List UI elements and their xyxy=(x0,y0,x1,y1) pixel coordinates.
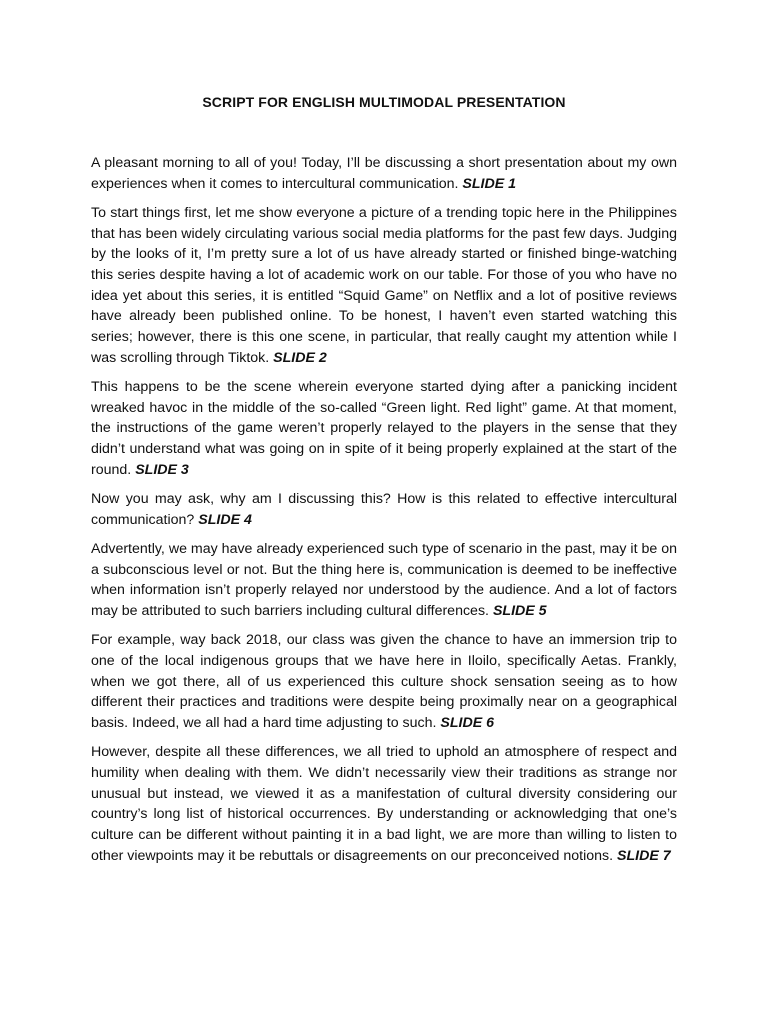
slide-marker: SLIDE 2 xyxy=(273,349,327,366)
slide-marker: SLIDE 3 xyxy=(135,461,189,478)
paragraph-5 xyxy=(91,539,677,622)
paragraph-4 xyxy=(91,489,677,530)
paragraph-text: For example, way back 2018, our class was given the chance to have an immersion trip to one of the local indigenous groups that we have here in Iloilo, specifically Aetas. Frankly, when we got there, all of us experienced this culture shock sensation seeing as to how different their practices and traditions were despite being proximally near on a geographical basis. Indeed, we all had a hard time adjusting to such. xyxy=(91,632,677,732)
slide-marker: SLIDE 1 xyxy=(462,175,517,192)
slide-marker: SLIDE 6 xyxy=(440,715,495,732)
paragraph-3 xyxy=(91,377,677,481)
paragraph-text: To start things first, let me show everyone a picture of a trending topic here in the Philippines that has been widely circulating various social media platforms for the past few days. Judging by the looks of it, I’m pretty sure a lot of us have already started or finished binge-watching this series despite having a lot of academic work on our table. For those of you who have no idea yet about this series, it is entitled “Squid Game” on Netflix and a lot of positive reviews have already been published online. To be honest, I haven’t even started watching this series; however, there is this one scene, in particular, that really caught my attention while I was scrolling through Tiktok. xyxy=(91,204,677,366)
paragraph-2 xyxy=(91,203,677,369)
paragraph-text: However, despite all these differences, we all tried to uphold an atmosphere of respect and humility when dealing with them. We didn’t necessarily view their traditions as strange nor unusual but instead, we viewed it as a manifestation of cultural diversity considering our country’s long list of historical occurrences. By understanding or acknowledging that one’s culture can be different without painting it in a bad light, we are more than willing to listen to other viewpoints may it be rebuttals or disagreements on our preconceived notions. xyxy=(91,744,677,864)
paragraph-6 xyxy=(91,630,677,734)
paragraph-text: Now you may ask, why am I discussing this? How is this related to effective intercultural communication? xyxy=(91,491,677,528)
paragraph-7 xyxy=(91,742,677,866)
paragraph-text: This happens to be the scene wherein everyone started dying after a panicking incident wreaked havoc in the middle of the so-called “Green light. Red light” game. At that moment, the instructions of the game weren’t properly relayed to the players in the sense that they didn’t understand what was going on in spite of it being properly explained at the start of the round. xyxy=(91,379,677,478)
document-body xyxy=(91,153,677,875)
document-title: SCRIPT FOR ENGLISH MULTIMODAL PRESENTATION xyxy=(202,94,566,110)
paragraph-text: A pleasant morning to all of you! Today, I’ll be discussing a short presentation about my own experiences when it comes to intercultural communication. xyxy=(91,155,677,192)
slide-marker: SLIDE 5 xyxy=(492,603,547,620)
slide-marker: SLIDE 7 xyxy=(617,847,671,864)
paragraph-text: Advertently, we may have already experienced such type of scenario in the past, may it be on a subconscious level or not. But the thing here is, communication is deemed to be ineffective when information isn’t properly relayed nor understood by the audience. And a lot of factors may be attributed to such barriers including cultural differences. xyxy=(91,540,677,620)
paragraph-1 xyxy=(91,153,677,194)
slide-marker: SLIDE 4 xyxy=(198,511,252,528)
